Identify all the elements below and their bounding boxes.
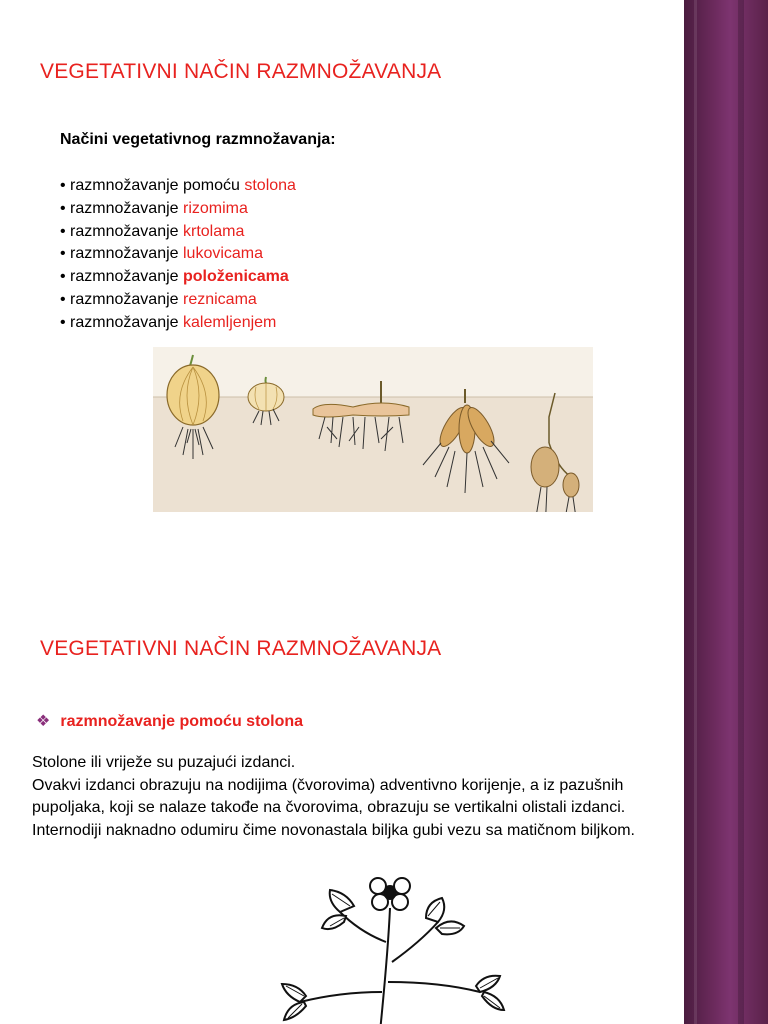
diamond-bullet-icon: ❖ (36, 713, 51, 730)
slide-title: VEGETATIVNI NAČIN RAZMNOŽAVANJA (40, 637, 442, 660)
underground-organs-illustration (153, 347, 593, 512)
slide-subtitle: Načini vegetativnog razmnožavanja: (60, 131, 336, 148)
highlight-term: položenicama (183, 268, 289, 286)
list-item: • razmnožavanje pomoću stolona (60, 177, 296, 194)
paragraph-line: Ovakvi izdanci obrazuju na nodijima (čvorovima) adventivno korijenje, a iz pazušnih (32, 776, 624, 794)
highlight-term: krtolama (183, 222, 245, 240)
section-point: ❖ razmnožavanje pomoću stolona (36, 713, 304, 730)
list-item: • razmnožavanje lukovicama (60, 245, 264, 263)
highlight-term: lukovicama (183, 245, 264, 263)
side-decoration-band (684, 0, 768, 512)
strawberry-plant-illustration (270, 872, 510, 1024)
list-item: • razmnožavanje kalemljenjem (60, 313, 277, 331)
list-item: • razmnožavanje rizomima (60, 199, 248, 217)
slide-title: VEGETATIVNI NAČIN RAZMNOŽAVANJA (40, 60, 442, 83)
highlight-term: stolona (244, 177, 296, 194)
paragraph-line: Stolone ili vriježe su puzajući izdanci. (32, 754, 296, 771)
paragraph-line: pupoljaka, koji se nalaze takođe na čvorovima, obrazuju se vertikalni olistali izdanci. (32, 799, 626, 816)
description-paragraph (32, 752, 767, 842)
list-item: • razmnožavanje reznicama (60, 290, 257, 308)
list-item: • razmnožavanje položenicama (60, 268, 289, 286)
paragraph-line: Internodiji naknadno odumiru čime novonastala biljka gubi vezu sa matičnom biljkom. (32, 821, 635, 839)
highlight-term: rizomima (183, 199, 248, 217)
highlight-term: reznicama (183, 290, 257, 308)
methods-list (60, 175, 296, 335)
slide-2 (0, 512, 768, 1024)
list-item: • razmnožavanje krtolama (60, 222, 245, 240)
highlight-term: kalemljenjem (183, 313, 277, 331)
